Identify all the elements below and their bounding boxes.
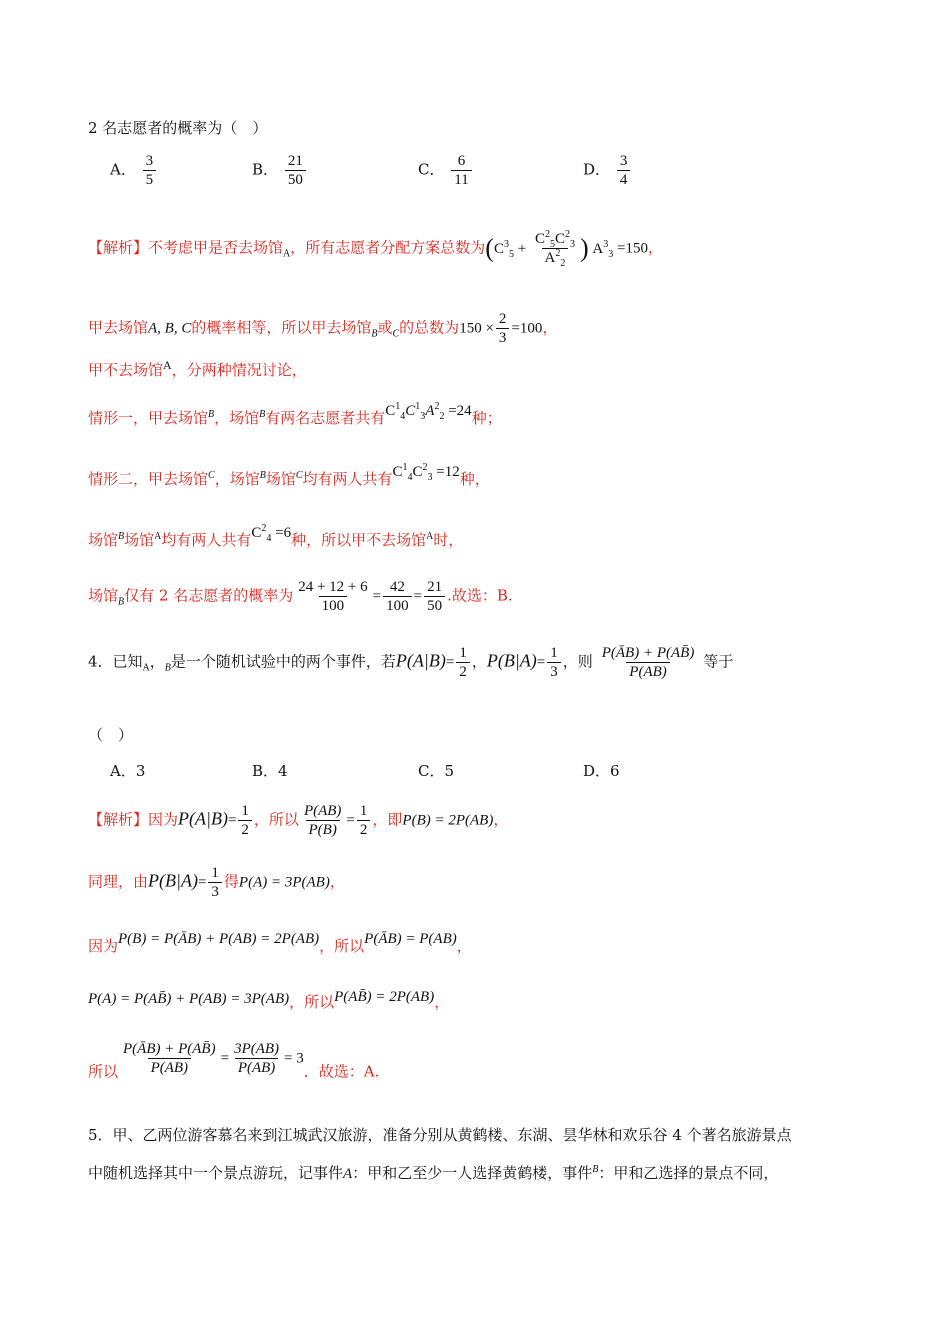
sol3-line5: 情形二，甲去场馆$^C$，场馆$^B$场馆$^C$均有两人共有$C^1_4C^2_3 =12$种， bbox=[88, 462, 490, 488]
sol4-line2: 同理，由P(B|A)= $\frac{1}{3}$ 得P(A) = 3P(AB)， bbox=[88, 865, 345, 900]
q5-line1: 5．甲、乙两位游客慕名来到江城武汉旅游，准备分别从黄鹤楼、东湖、昙华林和欢乐谷 4 个著名旅游景点 bbox=[88, 1126, 792, 1144]
sol3-line7: 场馆$_B$仅有 2 名志愿者的概率为 $\frac{24 + 12 + 6}{100}$ = $\frac{42}{100}$ = $\frac{21}{50}$ .故选：B. bbox=[88, 579, 513, 614]
sol3-line3: 甲不去场馆$^A$，分两种情况讨论， bbox=[88, 358, 307, 379]
q3-option-d[interactable]: D． $\frac{3}{4}$ bbox=[583, 152, 632, 189]
q4-option-c[interactable]: C．5 bbox=[418, 762, 455, 780]
sol3-line4: 情形一，甲去场馆$^B$，场馆$^B$有两名志愿者共有$C^1_4C^1_3A^2_2 =24$种； bbox=[88, 401, 502, 427]
q4-option-d[interactable]: D．6 bbox=[583, 762, 620, 780]
q4-stem: 4．已知$_A$，$_B$是一个随机试验中的两个事件，若P(A|B)= $\frac{1}{2}$ ，P(B|A)= $\frac{1}{3}$ ，则 $\frac{P(ĀB) + P(AB̄)}{P(AB)}$ 等于 bbox=[88, 645, 734, 680]
sol3-line1: 【解析】不考虑甲是否去场馆$_A$，所有志愿者分配方案总数为($C^3_5$ + $\frac{C^2_5C^2_3}{A^2_2}$ ) $A^3_3 =150$， bbox=[88, 229, 663, 269]
q5-line2: 中随机选择其中一个景点游玩，记事件A：甲和乙至少一人选择黄鹤楼，事件$^B$：甲和乙选择的景点不同， bbox=[88, 1164, 779, 1182]
q4-option-a[interactable]: A．3 bbox=[110, 762, 146, 780]
sol4-line4: P(A) = P(AB̄) + P(AB) = 3P(AB)，所以P(AB̄) = 2P(AB)， bbox=[88, 989, 450, 1011]
q4-option-b[interactable]: B．4 bbox=[252, 762, 288, 780]
sol4-line3: 因为P(B) = P(ĀB) + P(AB) = 2P(AB)，所以P(ĀB) = P(AB)， bbox=[88, 931, 472, 955]
sol4-line1: 【解析】因为P(A|B)= $\frac{1}{2}$ ，所以 $\frac{P(AB)}{P(B)}$ = $\frac{1}{2}$ ，即P(B) = 2P(AB)， bbox=[88, 803, 509, 838]
q3-tail: 2 名志愿者的概率为（ ） bbox=[88, 119, 268, 137]
sol3-line6: 场馆$^B$场馆$^A$均有两人共有$C^2_4 =6$种，所以甲不去场馆$^A$时， bbox=[88, 523, 464, 549]
q3-option-c[interactable]: C． $\frac{6}{11}$ bbox=[418, 152, 474, 189]
q3-option-b[interactable]: B． $\frac{21}{50}$ bbox=[252, 152, 308, 189]
sol3-line2: 甲去场馆A, B, C的概率相等，所以甲去场馆$_B$或$_C$的总数为150 × $\frac{2}{3}$ =100， bbox=[88, 311, 558, 346]
q4-paren: （ ） bbox=[88, 726, 134, 744]
q3-option-a[interactable]: A． $\frac{3}{5}$ bbox=[110, 152, 158, 189]
sol4-line5: 所以 $\frac{P(ĀB) + P(AB̄)}{P(AB)}$ = $\frac{3P(AB)}{P(AB)}$ = 3．故选：A. bbox=[88, 1041, 380, 1081]
